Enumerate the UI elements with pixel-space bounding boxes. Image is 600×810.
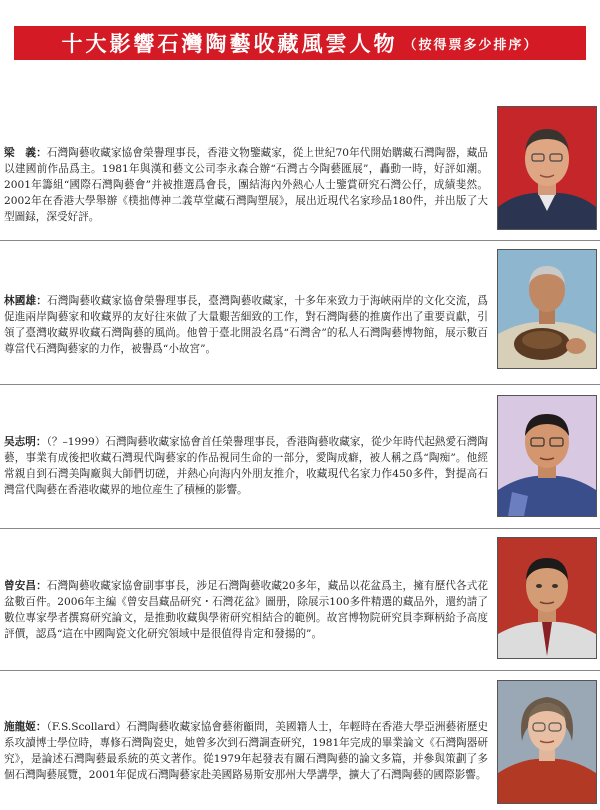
title-banner xyxy=(14,26,586,60)
entry-description: 石灣陶藝收藏家協會榮譽理事長，臺灣陶藝收藏家，十多年來致力于海峽兩岸的文化交流，爲促進兩岸陶藝家和收藏界的友好往來做了大量艱苦細致的工作，對石灣陶藝的推廣作出了重要貢獻，引領了臺灣收藏界收藏石灣陶藝的風尚。他曾于臺北開設名爲“石灣舍”的私人石灣陶藝博物館，展示數百尊當代石灣陶藝家的力作，被譽爲“小故宮”。 xyxy=(4,295,489,355)
entry-wu-zhi-ming xyxy=(4,434,488,498)
portrait-wu-zhi-ming xyxy=(497,395,597,517)
entry-divider xyxy=(0,384,600,385)
banner-title: 十大影響石灣陶藝收藏風雲人物 xyxy=(61,32,398,56)
portrait-liang-yi xyxy=(497,106,597,230)
entry-liang-yi xyxy=(4,145,488,225)
entry-description: （F.S.Scollard）石灣陶藝收藏家協會藝術顧問，美國籍人士，年輕時在香港大學亞洲藝術歷史系攻讀博士學位時，專修石灣陶瓷史，她曾多次到石灣調查研究，1981年完成的畢業論文《石灣陶器研究》，是論述石灣陶藝最系統的英文著作。從1979年起發表有關石灣陶藝的論文多篇，并參與策劃了多個石灣陶藝展覽，2001年促成石灣陶藝家赴美國路易斯安那州大學講學，擴大了石灣陶藝的國際影響。 xyxy=(4,721,488,781)
entry-zeng-an-chang xyxy=(4,578,488,642)
entry-divider xyxy=(0,240,600,241)
entry-name: 施龍姬： xyxy=(4,721,47,733)
entry-divider xyxy=(0,670,600,671)
entry-name: 梁 義： xyxy=(4,147,47,159)
entry-name: 吴志明： xyxy=(4,436,47,448)
banner-subtitle: （按得票多少排序） xyxy=(403,37,539,53)
entry-description: 石灣陶藝收藏家協會榮譽理事長，香港文物鑒藏家，從上世紀70年代開始購藏石灣陶器，藏品以建國前作品爲主。1981年與漢和藝文公司李永森合辦“石灣古今陶藝匯展”，轟動一時，好評如潮。2001年籌組“國際石灣陶藝會”并被推選爲會長，團結海內外熱心人士鑒賞研究石灣公仔，成績斐然。2002年在香港大學舉辦《樸拙傳神二義草堂藏石灣陶塑展》，展出近現代名家珍品180件，并出版了大型圖録，深受好評。 xyxy=(4,147,488,223)
portrait-lin-guo-xiong xyxy=(497,249,597,369)
entry-description: （？–1999）石灣陶藝收藏家協會首任榮譽理事長，香港陶藝收藏家，從少年時代起熱愛石灣陶藝，事業有成後把收藏石灣現代陶藝家的作品視同生命的一部分，愛陶成癖，被人稱之爲“陶痴”。他經常親自到石灣美陶廠與大師們切磋，并熱心向海内外朋友推介，收藏現代名家力作450多件，對提高石灣當代陶藝在香港收藏界的地位産生了積極的影響。 xyxy=(4,436,488,496)
entry-shi-long-ji xyxy=(4,719,488,783)
portrait-shi-long-ji xyxy=(497,680,597,804)
portrait-zeng-an-chang xyxy=(497,537,597,659)
entry-lin-guo-xiong xyxy=(4,293,488,357)
entry-name: 林國雄： xyxy=(4,295,48,307)
entry-description: 石灣陶藝收藏家協會副事事長，涉足石灣陶藝收藏20多年，藏品以花盆爲主，擁有歷代各式花盆數百件。2006年主編《曾安昌藏品研究・石灣花盆》圖册，除展示100多件精選的藏品外，還約請了數位專家學者撰寫研究論文，是推動收藏與學術研究相結合的範例。故宮博物院研究員李輝柄給予高度評價，認爲“這在中國陶瓷文化研究領域中是很值得肯定和發揚的”。 xyxy=(4,580,488,640)
entry-name: 曾安昌： xyxy=(4,580,47,592)
entry-divider xyxy=(0,528,600,529)
